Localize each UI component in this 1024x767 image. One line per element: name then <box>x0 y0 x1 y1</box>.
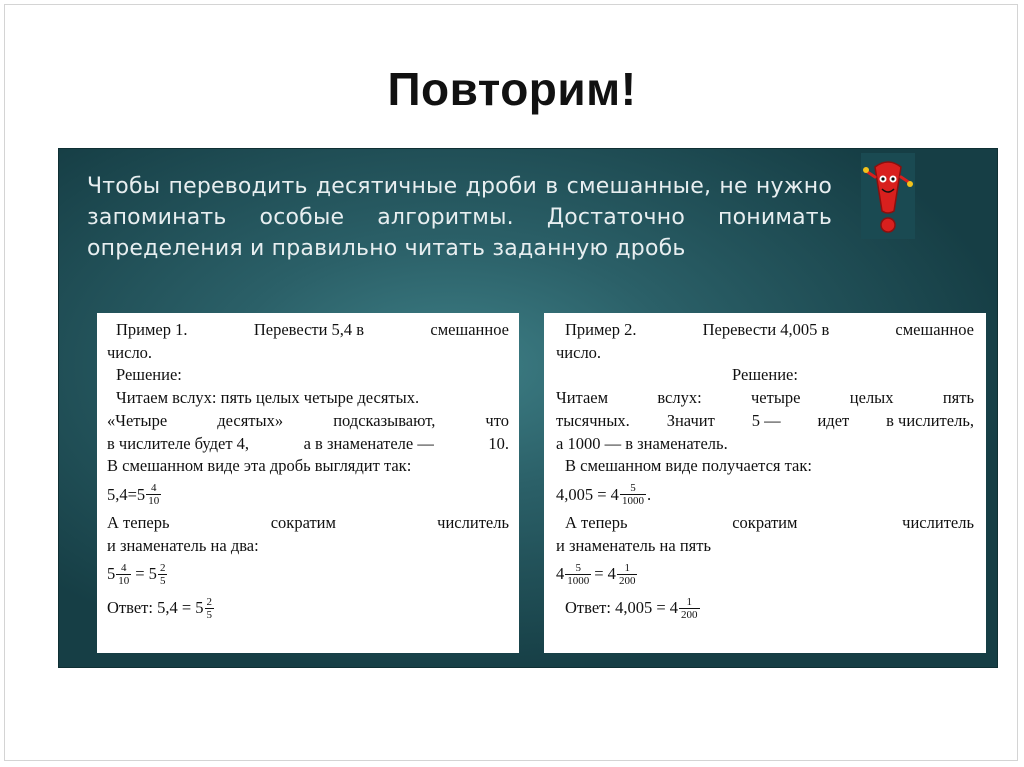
fraction: $\frac{2}{5}$ <box>206 595 212 621</box>
example-2-line-6: и знаменатель на пять <box>556 535 711 555</box>
exclamation-mascot-icon <box>861 153 915 239</box>
example-1-answer: Ответ: 5,4 = 5 $\frac{2}{5}$ <box>107 595 212 621</box>
example-2-equation-1: 4,005 = 4 $\frac{5}{1000}$ . <box>556 482 652 508</box>
example-2-heading-cont: число. <box>556 342 602 362</box>
example-1-heading-cont: число. <box>107 342 153 362</box>
fraction: $\frac{5}{1000}$ <box>621 482 644 508</box>
example-2-line-3: а 1000 — в знаменатель. <box>556 433 728 453</box>
example-2-card <box>544 313 986 653</box>
example-2-heading: Пример 2. Перевести 4,005 в смешанное <box>565 320 974 339</box>
fraction: $\frac{4}{10}$ <box>118 561 130 587</box>
example-1-equation-1: 5,4=5 $\frac{4}{10}$ <box>107 482 160 508</box>
example-2-line-1: Читаем вслух: четыре целых пять <box>556 388 974 408</box>
intro-text: Чтобы переводить десятичные дроби в смешанные, не нужно запоминать особые алгоритмы. Достаточно понимать определения и правильно читать заданную дробь <box>87 174 832 261</box>
example-2-equation-2: 4 $\frac{5}{1000}$ = 4 $\frac{1}{200}$ <box>556 561 636 587</box>
example-1-line-6: и знаменатель на два: <box>107 535 259 555</box>
example-1-line-4: В смешанном виде эта дробь выглядит так: <box>107 456 412 476</box>
fraction: $\frac{5}{1000}$ <box>567 561 590 587</box>
slide-title: Повторим! <box>387 63 637 115</box>
example-1-card <box>97 313 519 653</box>
example-1-line-1: Читаем вслух: пять целых четыре десятых. <box>116 388 420 408</box>
example-1-line-2: «Четыре десятых» подсказывают, что <box>107 410 509 430</box>
example-1-line-5: А теперь сократим числитель <box>107 512 509 532</box>
example-2-answer: Ответ: 4,005 = 4 $\frac{1}{200}$ <box>565 595 698 621</box>
example-2-line-2: тысячных. Значит 5 — идет в числитель, <box>556 410 974 430</box>
example-2-solution-label: Решение: <box>732 365 798 385</box>
example-1-equation-2: 5 $\frac{4}{10}$ = 5 $\frac{2}{5}$ <box>107 561 166 587</box>
fraction: $\frac{1}{200}$ <box>618 561 636 587</box>
fraction: $\frac{1}{200}$ <box>681 595 698 621</box>
example-1-line-3: в числителе будет 4, а в знаменателе — 10. <box>107 433 509 453</box>
fraction: $\frac{4}{10}$ <box>148 482 160 508</box>
example-1-solution-label: Решение: <box>116 365 182 385</box>
example-2-line-5: А теперь сократим числитель <box>565 512 974 532</box>
example-1-heading: Пример 1. Перевести 5,4 в смешанное <box>116 320 509 339</box>
example-2-line-4: В смешанном виде получается так: <box>565 456 812 476</box>
fraction: $\frac{2}{5}$ <box>159 561 166 587</box>
content-panel <box>58 148 998 668</box>
